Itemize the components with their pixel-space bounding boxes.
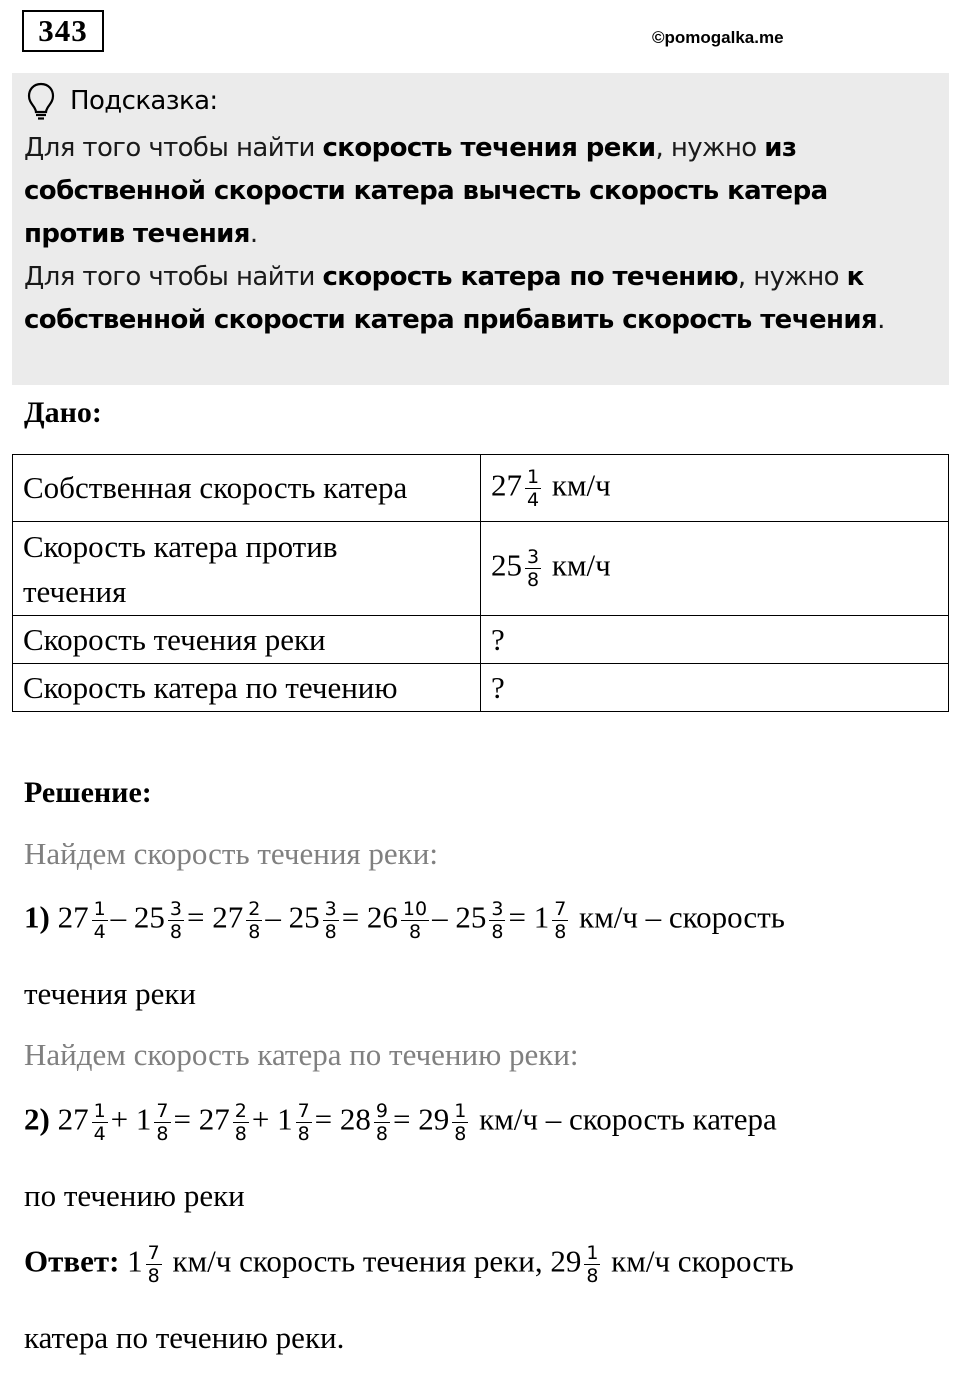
given-value: ? <box>481 664 949 712</box>
fraction: $\frac{1}{4}$ <box>93 898 106 943</box>
fraction: $\frac{3}{8}$ <box>169 898 183 943</box>
fraction: $\frac{3}{8}$ <box>527 546 540 591</box>
hint-line-4: Для того чтобы найти скорость катера по течению, нужно к <box>24 262 864 292</box>
solution-heading: Решение: <box>24 776 152 809</box>
table-row <box>13 522 949 616</box>
hint-line-3: против течения. <box>24 219 258 249</box>
fraction: $\frac{7}{8}$ <box>147 1242 160 1287</box>
given-table <box>12 454 949 712</box>
fraction: $\frac{3}{8}$ <box>324 898 337 943</box>
fraction: $\frac{1}{4}$ <box>527 465 540 511</box>
given-value: 25 $\frac{3}{8}$ км/ч <box>481 522 949 616</box>
given-label: Скорость течения реки <box>13 616 481 664</box>
table-row <box>13 455 949 522</box>
hint-line-5: собственной скорости катера прибавить скорость течения. <box>24 305 885 335</box>
hint-line-1: Для того чтобы найти скорость течения реки, нужно из <box>24 133 797 163</box>
fraction: $\frac{7}{8}$ <box>297 1100 310 1145</box>
given-heading: Дано: <box>24 396 102 429</box>
fraction: $\frac{3}{8}$ <box>491 898 504 943</box>
hint-line-2: собственной скорости катера вычесть скорость катера <box>24 176 828 206</box>
task-number: 343 <box>22 10 104 52</box>
given-value: ? <box>481 616 949 664</box>
fraction: $\frac{9}{8}$ <box>375 1100 388 1145</box>
fraction: $\frac{1}{8}$ <box>454 1100 467 1145</box>
hint-title: Подсказка: <box>70 86 218 116</box>
step1-equation: 1) 27 $\frac{1}{4}$ – 25 $\frac{3}{8}$ = 27 $\frac{2}{8}$ – 25 $\frac{3}{8}$ = 26 $\frac{10}{8}$ – 25 $\frac{3}{8}$ = 1 $\frac{7}{8}$ км/ч – скорость <box>24 898 785 943</box>
answer-continuation: катера по течению реки. <box>24 1320 345 1355</box>
answer: Ответ: 1 $\frac{7}{8}$ км/ч скорость течения реки, 29 $\frac{1}{8}$ км/ч скорость <box>24 1242 794 1287</box>
fraction: $\frac{7}{8}$ <box>554 898 567 943</box>
step2-continuation: по течению реки <box>24 1178 245 1213</box>
fraction: $\frac{2}{8}$ <box>248 898 261 943</box>
table-row <box>13 616 949 664</box>
fraction: $\frac{7}{8}$ <box>156 1100 169 1145</box>
step1-continuation: течения реки <box>24 976 196 1011</box>
given-value: 27 $\frac{1}{4}$ км/ч <box>481 455 949 522</box>
site-watermark: ©pomogalka.me <box>652 28 784 47</box>
table-row <box>13 664 949 712</box>
hint-box <box>12 73 949 385</box>
step2-intro: Найдем скорость катера по течению реки: <box>24 1037 579 1072</box>
given-label: Скорость катера против течения <box>13 522 481 616</box>
given-label: Скорость катера по течению <box>13 664 481 712</box>
step2-equation: 2) 27 $\frac{1}{4}$ + 1 $\frac{7}{8}$ = 27 $\frac{2}{8}$ + 1 $\frac{7}{8}$ = 28 $\frac{9}{8}$ = 29 $\frac{1}{8}$ км/ч – скорость катера <box>24 1100 777 1145</box>
step1-intro: Найдем скорость течения реки: <box>24 836 438 871</box>
fraction: $\frac{10}{8}$ <box>402 898 428 943</box>
fraction: $\frac{1}{8}$ <box>586 1242 599 1287</box>
fraction: $\frac{1}{4}$ <box>93 1100 106 1145</box>
fraction: $\frac{2}{8}$ <box>234 1100 247 1145</box>
lightbulb-icon <box>26 81 56 121</box>
given-label: Собственная скорость катера <box>13 455 481 522</box>
